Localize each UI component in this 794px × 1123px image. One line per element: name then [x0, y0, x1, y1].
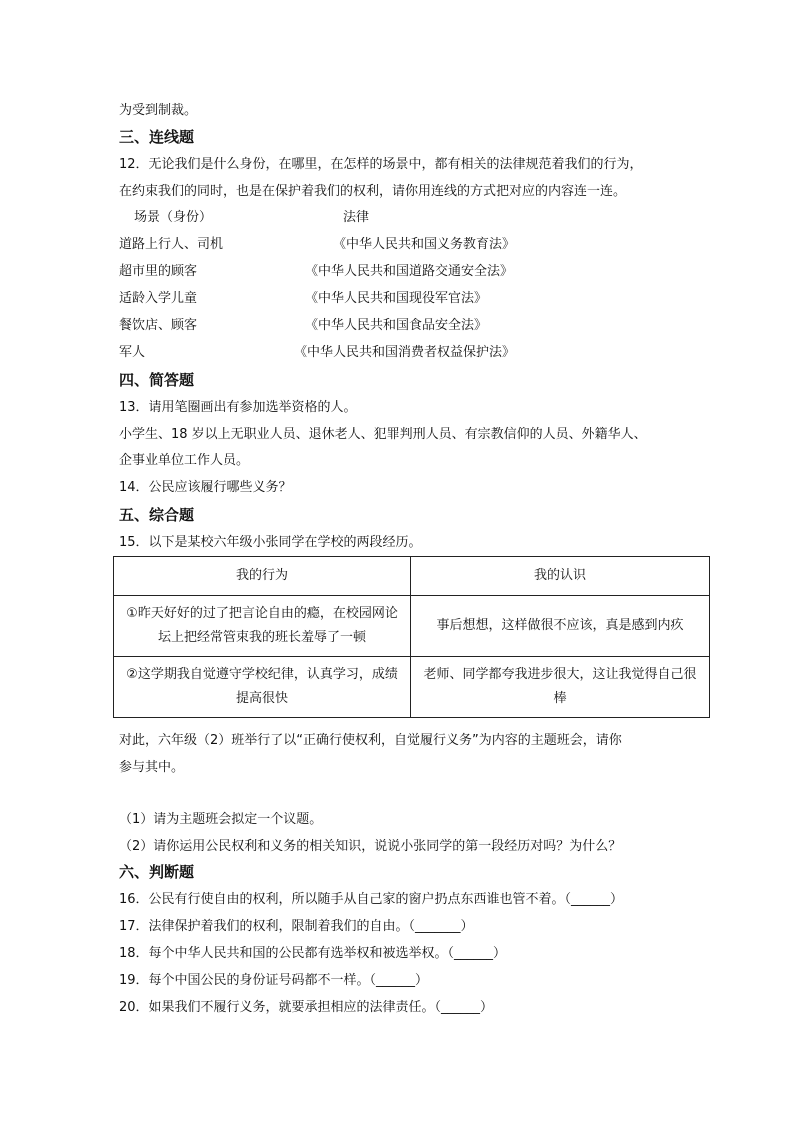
q16-text: 16．公民有行使自由的权利，所以随手从自己家的窗户扔点东西谁也管不着。（______） — [119, 892, 624, 907]
match-left-item: 军人 — [119, 345, 146, 360]
table-header-cell: 我的行为 — [114, 557, 411, 596]
table-header-row — [114, 557, 710, 596]
table-row — [114, 657, 710, 718]
match-right-item: 《中华人民共和国道路交通安全法》 — [305, 264, 514, 279]
match-right-item: 《中华人民共和国现役军官法》 — [305, 291, 488, 306]
table-cell: ②这学期我自觉遵守学校纪律，认真学习，成绩提高很快 — [114, 657, 411, 718]
q19-text: 19．每个中国公民的身份证号码都不一样。（______） — [119, 973, 429, 988]
section-4-heading: 四、简答题 — [119, 371, 195, 389]
q12-text-line1: 12．无论我们是什么身份，在哪里，在怎样的场景中，都有相关的法律规范着我们的行为， — [119, 157, 643, 172]
q13-options-line2: 企事业单位工作人员。 — [119, 453, 250, 468]
q13-text: 13．请用笔圈画出有参加选举资格的人。 — [119, 400, 357, 415]
q14-text: 14．公民应该履行哪些义务？ — [119, 480, 292, 495]
q13-options-line1: 小学生、18 岁以上无职业人员、退休老人、犯罪判刑人员、有宗教信仰的人员、外籍华人、 — [119, 427, 647, 442]
match-left-item: 超市里的顾客 — [119, 264, 198, 279]
q15-followup-line1: 对此，六年级（2）班举行了以“正确行使权利，自觉履行义务”为内容的主题班会，请你 — [119, 733, 622, 748]
q15-followup-line2: 参与其中。 — [119, 760, 185, 775]
table-header-cell: 我的认识 — [411, 557, 710, 596]
table-cell: 老师、同学都夸我进步很大，这让我觉得自己很棒 — [411, 657, 710, 718]
match-left-item: 道路上行人、司机 — [119, 237, 224, 252]
q18-text: 18．每个中华人民共和国的公民都有选举权和被选举权。（______） — [119, 946, 507, 961]
experience-table — [113, 556, 710, 718]
match-header-right: 法律 — [343, 210, 370, 225]
match-left-item: 适龄入学儿童 — [119, 291, 198, 306]
section-3-heading: 三、连线题 — [119, 128, 195, 146]
table-row — [114, 596, 710, 657]
match-left-item: 餐饮店、顾客 — [119, 318, 198, 333]
table-cell: ①昨天好好的过了把言论自由的瘾，在校园网论坛上把经常管束我的班长羞辱了一顿 — [114, 596, 411, 657]
previous-answer-tail: 为受到制裁。 — [119, 103, 198, 118]
q15-text: 15．以下是某校六年级小张同学在学校的两段经历。 — [119, 535, 422, 550]
section-5-heading: 五、综合题 — [119, 506, 195, 524]
table-cell: 事后想想，这样做很不应该，真是感到内疚 — [411, 596, 710, 657]
match-right-item: 《中华人民共和国义务教育法》 — [333, 237, 516, 252]
q20-text: 20．如果我们不履行义务，就要承担相应的法律责任。（______） — [119, 1000, 494, 1015]
q17-text: 17．法律保护着我们的权利，限制着我们的自由。（_______） — [119, 919, 474, 934]
match-header-left: 场景（身份） — [134, 210, 213, 225]
q15-subquestion-2: （2）请你运用公民权利和义务的相关知识，说说小张同学的第一段经历对吗？为什么？ — [119, 839, 622, 854]
section-6-heading: 六、判断题 — [119, 863, 195, 881]
match-right-item: 《中华人民共和国消费者权益保护法》 — [294, 345, 516, 360]
q12-text-line2: 在约束我们的同时，也是在保护着我们的权利，请你用连线的方式把对应的内容连一连。 — [119, 184, 627, 199]
match-right-item: 《中华人民共和国食品安全法》 — [305, 318, 488, 333]
q15-subquestion-1: （1）请为主题班会拟定一个议题。 — [119, 812, 323, 827]
